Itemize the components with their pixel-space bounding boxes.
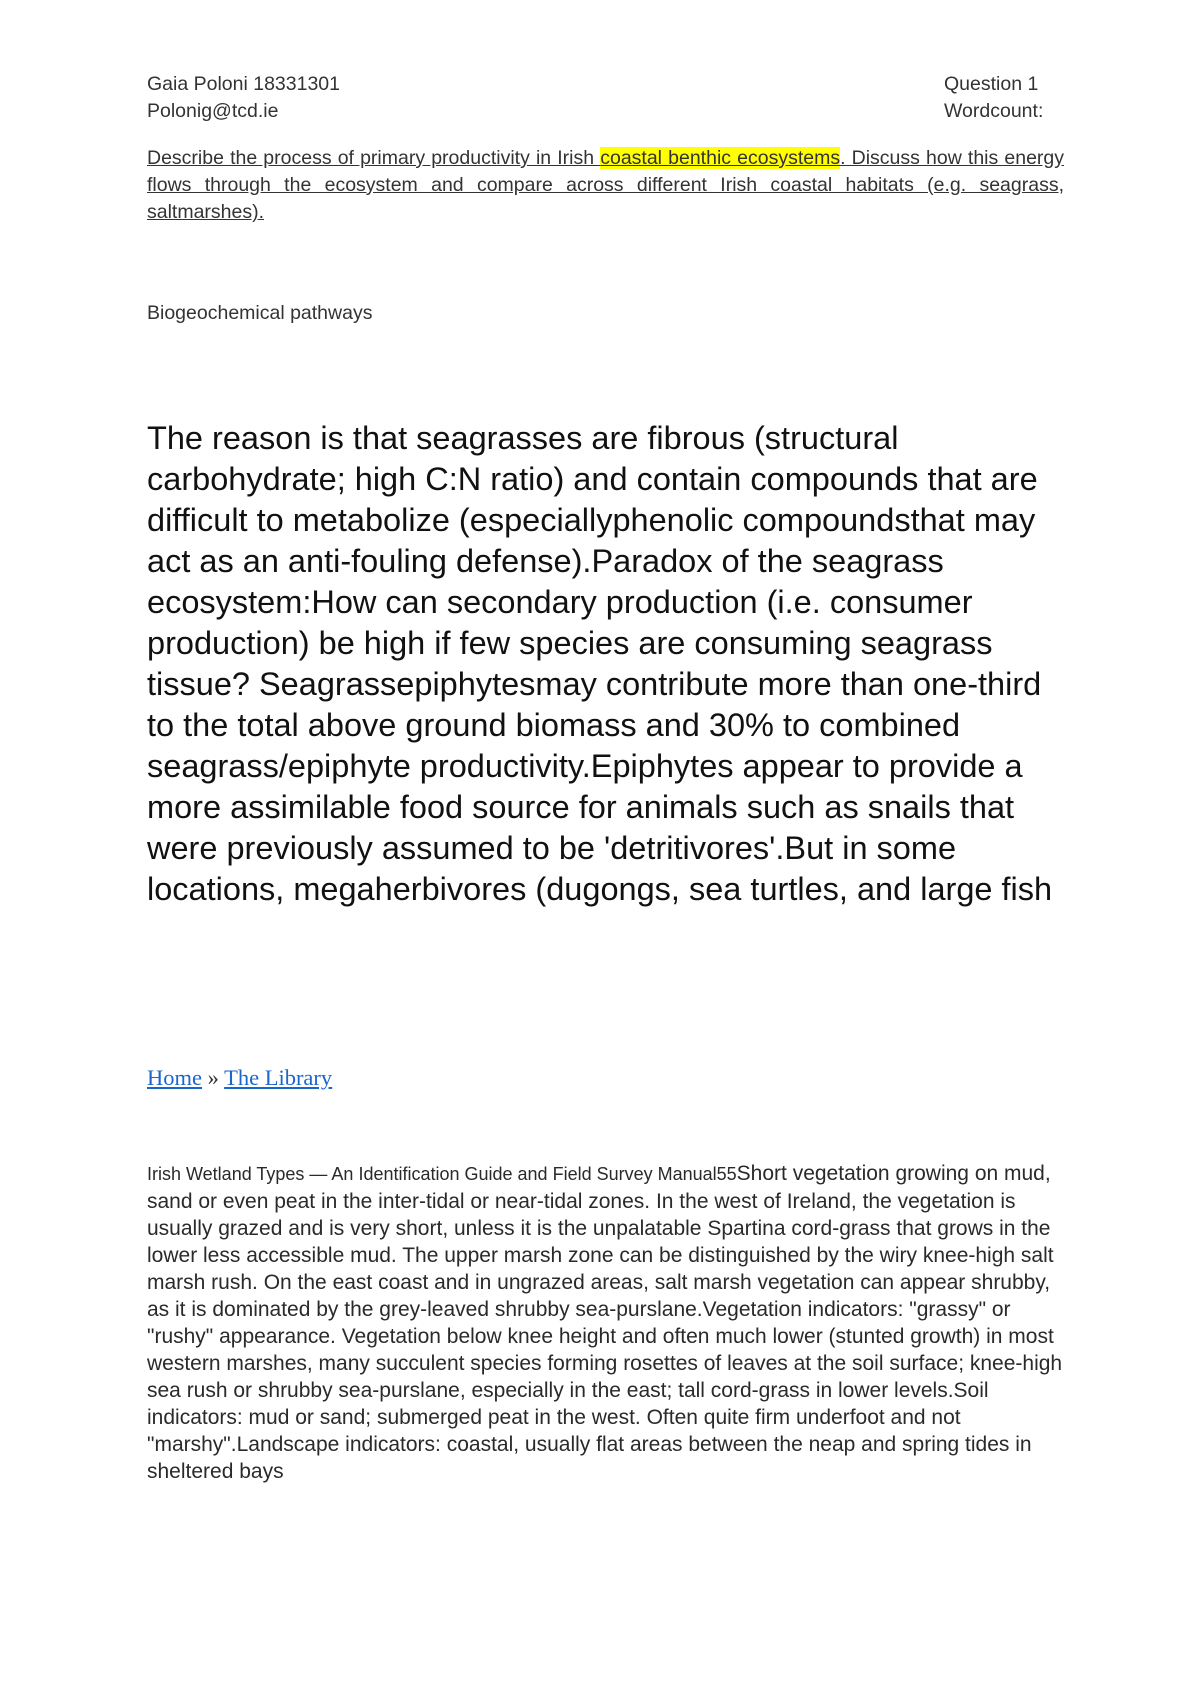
breadcrumb	[147, 1063, 1064, 1093]
breadcrumb-home-link[interactable]: Home	[147, 1065, 202, 1090]
wetland-paragraph	[147, 1160, 1064, 1485]
author-name: Gaia Poloni 18331301	[147, 73, 340, 95]
breadcrumb-library-link[interactable]: The Library	[224, 1065, 333, 1090]
question-number: Question 1	[944, 73, 1039, 95]
prompt-text-end: . Discuss how this energy flows through the ecosystem and compare across different Irish coastal habitats (e.g. seagrass, saltmarshes).	[147, 147, 1065, 223]
author-email: Polonig@tcd.ie	[147, 100, 279, 122]
wetland-body: Short vegetation growing on mud, sand or even peat in the inter-tidal or near-tidal zones. In the west of Ireland, the vegetation is usually grazed and is very short, unless it is the unpalatable Spartina cord-grass that grows in the lower less accessible mud. The upper marsh zone can be distinguished by the wiry knee-high salt marsh rush. On the east coast and in ungrazed areas, salt marsh vegetation can appear shrubby, as it is dominated by the grey-leaved shrubby sea-purslane.Vegetation indicators: "grassy" or "rushy" appearance. Vegetation below knee height and often much lower (stunted growth) in most western marshes, many succulent species forming rosettes of leaves at the soil surface; knee-high sea rush or shrubby sea-purslane, especially in the east; tall cord-grass in lower levels.Soil indicators: mud or sand; submerged peat in the west. Often quite firm underfoot and not "marshy".Landscape indicators: coastal, usually flat areas between the neap and spring tides in sheltered bays	[147, 1162, 1063, 1483]
breadcrumb-separator: »	[202, 1065, 225, 1090]
prompt-text-start: Describe the process of primary productivity in Irish	[147, 147, 601, 169]
prompt-highlight: coastal benthic ecosystems	[600, 147, 841, 169]
header-row-1	[147, 71, 1064, 98]
header-row-2	[147, 98, 1064, 125]
document-header	[147, 71, 1064, 125]
wordcount-label: Wordcount:	[944, 100, 1044, 122]
main-paragraph: The reason is that seagrasses are fibrous (structural carbohydrate; high C:N ratio) and contain compounds that are difficult to metabolize (especiallyphenolic compoundsthat may act as an anti-fouling defense).Paradox of the seagrass ecosystem:How can secondary production (i.e. consumer production) be high if few species are consuming seagrass tissue? Seagrassepiphytesmay contribute more than one-third to the total above ground biomass and 30% to combined seagrass/epiphyte productivity.Epiphytes appear to provide a more assimilable food source for animals such as snails that were previously assumed to be 'detritivores'.But in some locations, megaherbivores (dugongs, sea turtles, and large fish	[147, 420, 1053, 907]
section-heading: Biogeochemical pathways	[147, 302, 373, 324]
wetland-source: Irish Wetland Types — An Identification Guide and Field Survey Manual55	[147, 1164, 737, 1184]
question-prompt	[147, 145, 1064, 226]
